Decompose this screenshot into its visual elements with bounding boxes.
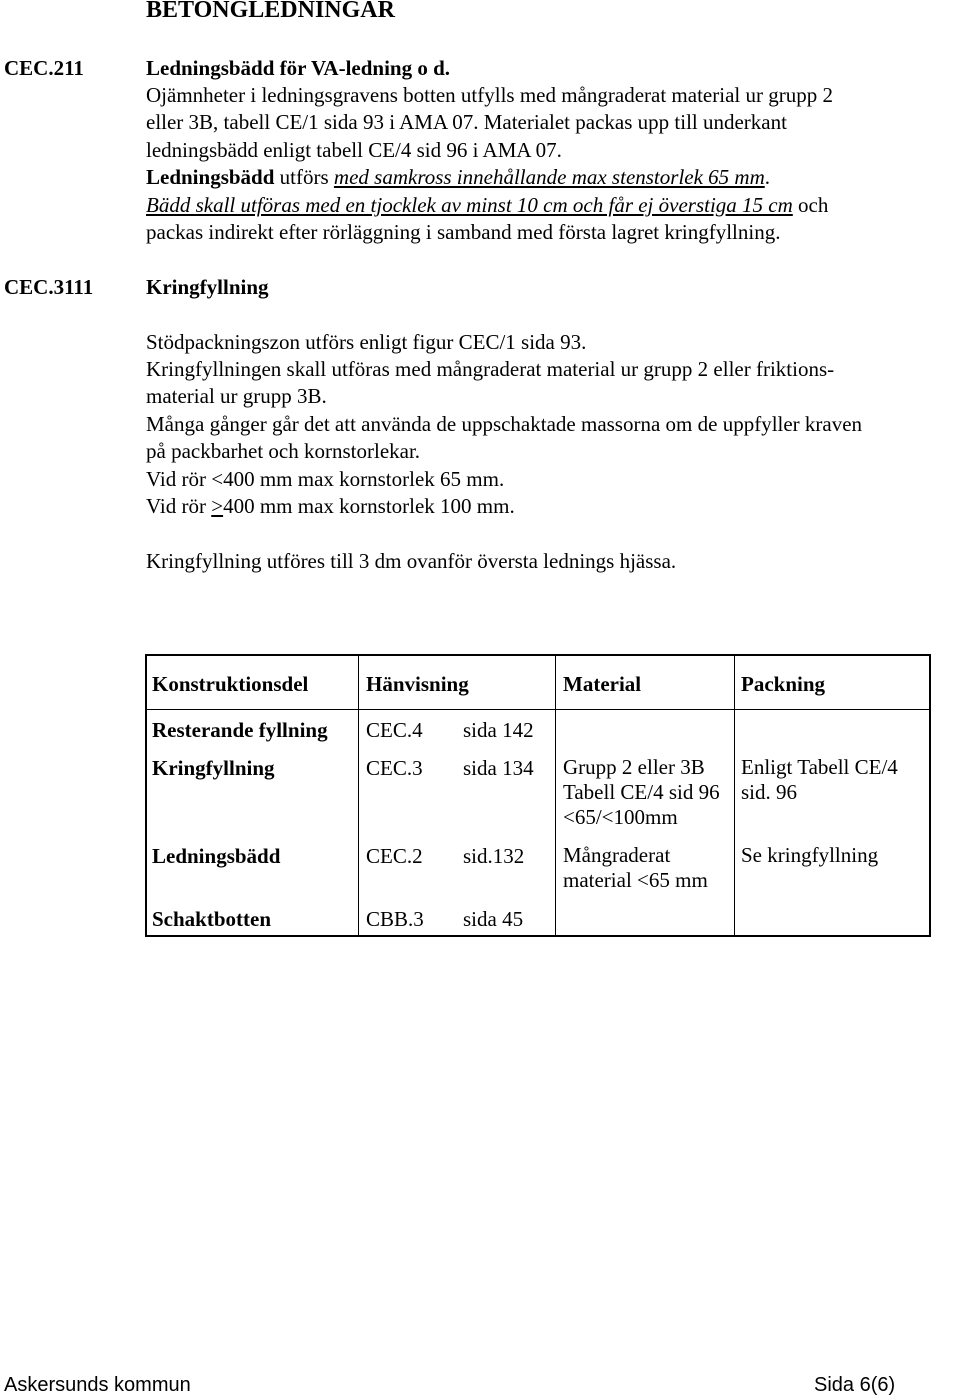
table-cell-part: Schaktbotten xyxy=(152,907,272,931)
table-divider xyxy=(555,654,556,937)
table-cell-material: Mångraderat xyxy=(563,843,671,867)
table-cell-ref-page: sida 142 xyxy=(463,718,534,742)
text-run: Vid rör xyxy=(146,494,212,518)
table-divider xyxy=(145,709,931,710)
emphasis-term: Ledningsbädd xyxy=(146,165,275,189)
table-cell-packing: Enligt Tabell CE/4 xyxy=(741,755,898,779)
closing-line: Kringfyllning utföres till 3 dm ovanför översta lednings hjässa. xyxy=(146,549,677,573)
body-line xyxy=(146,192,828,220)
section-heading: Ledningsbädd för VA-ledning o d. xyxy=(146,56,451,80)
table-header: Material xyxy=(563,672,642,696)
footer-left: Askersunds kommun xyxy=(4,1374,191,1396)
text-run: . xyxy=(764,165,770,189)
table-cell-ref-code: CEC.2 xyxy=(366,844,423,868)
body-line: Ojämnheter i ledningsgravens botten utfylls med mångraderat material ur grupp 2 xyxy=(146,83,833,107)
table-cell-material: Tabell CE/4 sid 96 xyxy=(563,780,720,804)
body-line: ledningsbädd enligt tabell CE/4 sid 96 i AMA 07. xyxy=(146,138,562,162)
section-heading: Kringfyllning xyxy=(146,275,269,299)
table-divider xyxy=(358,654,359,937)
requirement-text: Bädd skall utföras med en tjocklek av minst 10 cm och får ej överstiga 15 cm xyxy=(146,193,793,217)
section-code: CEC.3111 xyxy=(4,275,94,299)
table-header: Hänvisning xyxy=(366,672,469,696)
page-title: BETONGLEDNINGAR xyxy=(146,0,395,23)
table-cell-material: <65/<100mm xyxy=(563,805,678,829)
table-border xyxy=(929,654,931,937)
table-cell-packing: sid. 96 xyxy=(741,780,798,804)
body-line: Kringfyllningen skall utföras med mångraderat material ur grupp 2 eller friktions- xyxy=(146,357,835,381)
table-cell-part: Ledningsbädd xyxy=(152,844,281,868)
gte-symbol: > xyxy=(211,494,224,518)
table-header: Konstruktionsdel xyxy=(152,672,309,696)
table-cell-part: Kringfyllning xyxy=(152,756,275,780)
table-cell-ref-code: CEC.3 xyxy=(366,756,423,780)
body-line xyxy=(146,493,515,521)
table-divider xyxy=(734,654,735,937)
table-cell-ref-code: CBB.3 xyxy=(366,907,424,931)
table-cell-ref-page: sida 134 xyxy=(463,756,534,780)
table-cell-material: Grupp 2 eller 3B xyxy=(563,755,705,779)
body-line: Många gånger går det att använda de uppschaktade massorna om de uppfyller kraven xyxy=(146,412,863,436)
text-run: utförs xyxy=(274,165,334,189)
table-cell-ref-code: CEC.4 xyxy=(366,718,423,742)
footer-page-number: Sida 6(6) xyxy=(814,1374,896,1396)
table-border xyxy=(145,935,931,937)
table-border xyxy=(145,654,931,656)
body-line xyxy=(146,164,770,192)
body-line: packas indirekt efter rörläggning i samband med första lagret kringfyllning. xyxy=(146,220,781,244)
table-cell-part: Resterande fyllning xyxy=(152,718,328,742)
body-line: Stödpackningszon utförs enligt figur CEC/1 sida 93. xyxy=(146,330,587,354)
table-cell-ref-page: sida 45 xyxy=(463,907,524,931)
body-line: på packbarhet och kornstorlekar. xyxy=(146,439,421,463)
body-line: eller 3B, tabell CE/1 sida 93 i AMA 07. Materialet packas upp till underkant xyxy=(146,110,787,134)
table-cell-ref-page: sid.132 xyxy=(463,844,525,868)
text-run: och xyxy=(792,193,829,217)
body-line: Vid rör <400 mm max kornstorlek 65 mm. xyxy=(146,467,505,491)
body-line: material ur grupp 3B. xyxy=(146,384,327,408)
table-cell-material: material <65 mm xyxy=(563,868,708,892)
table-border xyxy=(145,654,147,937)
requirement-text: med samkross innehållande max stenstorlek 65 mm xyxy=(333,165,765,189)
table-header: Packning xyxy=(741,672,826,696)
text-run: 400 mm max kornstorlek 100 mm. xyxy=(223,494,515,518)
table-cell-packing: Se kringfyllning xyxy=(741,843,879,867)
section-code: CEC.211 xyxy=(4,56,84,80)
